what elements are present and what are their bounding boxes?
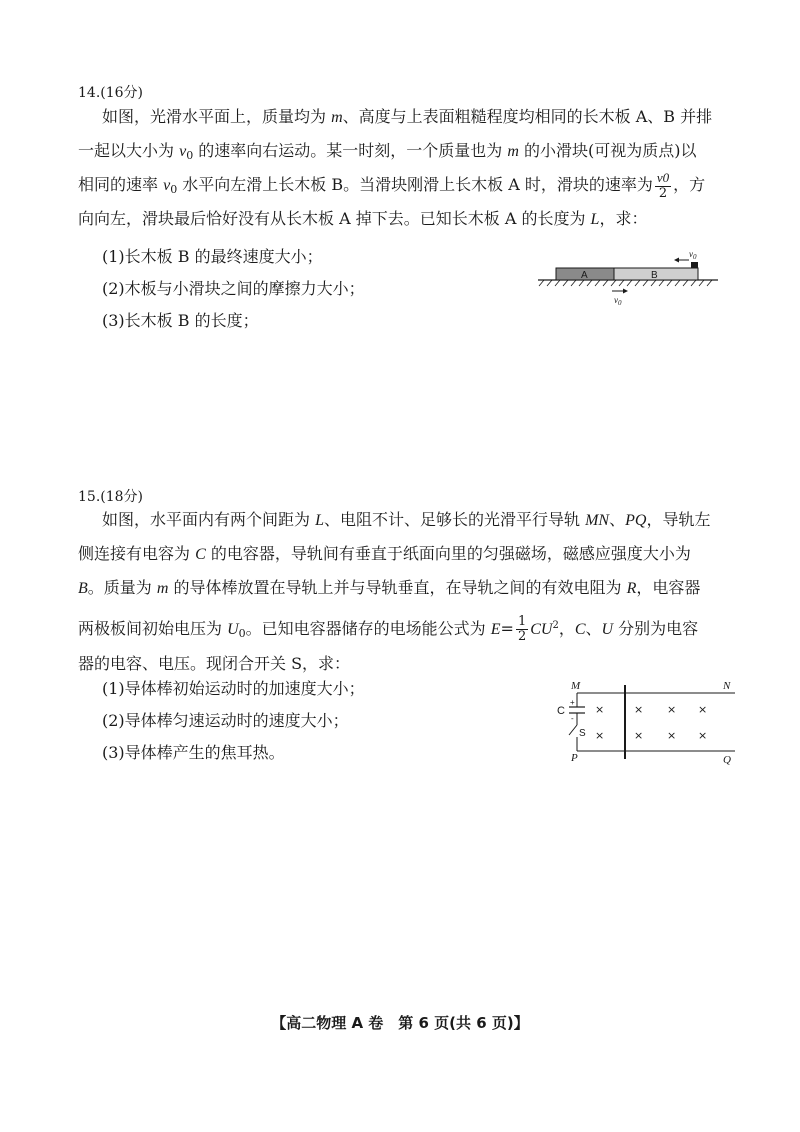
q15-line-4: 两极板间初始电压为 $U_0$。已知电容器储存的电场能公式为 E= $\frac{1}{2}$ $CU^2$，C、U 分别为电容 <box>78 614 699 644</box>
page-footer: 【高二物理 A 卷 第 6 页(共 6 页)】 <box>271 1014 529 1032</box>
svg-text:×: × <box>667 729 677 742</box>
q14-sub-1: (1)长木板 B 的最终速度大小； <box>102 247 323 266</box>
question-15-stem <box>78 503 738 681</box>
boards-velocity-label: $v_0$ <box>614 295 622 307</box>
capacitor-label: C <box>557 705 565 717</box>
question-14-stem <box>78 100 738 236</box>
board-a-label: A <box>581 270 588 281</box>
label-p: P <box>571 752 578 764</box>
q14-figure-boards <box>538 250 718 310</box>
svg-text:×: × <box>667 703 677 716</box>
q15-line-5: 器的电容、电压。现闭合开关 S，求： <box>78 654 351 673</box>
svg-text:×: × <box>595 703 605 716</box>
q14-sub-3: (3)长木板 B 的长度； <box>102 311 259 330</box>
q15-line-2: 侧连接有电容为 C 的电容器，导轨间有垂直于纸面向里的匀强磁场，磁感应强度大小为 <box>78 544 691 563</box>
slider-velocity-arrowhead <box>674 258 679 263</box>
boards-velocity-arrowhead <box>623 289 628 294</box>
label-n: N <box>723 680 731 692</box>
slider-velocity-label: $v_0$ <box>689 250 697 261</box>
label-q: Q <box>723 754 731 766</box>
svg-text:×: × <box>698 729 708 742</box>
q15-line-1: 如图，水平面内有两个间距为 L、电阻不计、足够长的光滑平行导轨 MN、PQ，导轨左 <box>102 510 711 529</box>
switch-s <box>569 725 577 735</box>
capacitor-plus: + <box>570 698 575 707</box>
q15-sub-2: (2)导体棒匀速运动时的速度大小； <box>102 711 349 730</box>
slider-block <box>691 262 698 268</box>
q14-line-3: 相同的速率 $v_0$ 水平向左滑上长木板 B。当滑块刚滑上长木板 A 时，滑块的速率为 $\frac{v0}{2}$ ，方 <box>78 169 706 201</box>
q14-sub-2: (2)木板与小滑块之间的摩擦力大小； <box>102 279 365 298</box>
svg-text:×: × <box>698 703 708 716</box>
fraction-v0-over-2: $\frac{v0}{2}$ <box>656 169 670 201</box>
q15-sub-3: (3)导体棒产生的焦耳热。 <box>102 743 285 762</box>
magnetic-field-crosses <box>595 703 707 742</box>
question-14-number: 14.(16分) <box>78 85 144 101</box>
q14-line-4: 向向左，滑块最后恰好没有从长木板 A 掉下去。已知长木板 A 的长度为 L，求： <box>78 209 648 228</box>
svg-text:×: × <box>634 729 644 742</box>
switch-label: S <box>579 728 586 739</box>
capacitor-minus: - <box>571 714 574 723</box>
q14-line-1: 如图，光滑水平面上，质量均为 m、高度与上表面粗糙程度均相同的长木板 A、B 并排 <box>102 107 713 126</box>
q15-sub-1: (1)导体棒初始运动时的加速度大小； <box>102 679 365 698</box>
fraction-one-half: $\frac{1}{2}$ <box>517 614 527 644</box>
svg-text:×: × <box>634 703 644 716</box>
question-15-number: 15.(18分) <box>78 489 144 505</box>
q14-line-2: 一起以大小为 $v_0$ 的速率向右运动。某一时刻，一个质量也为 m 的小滑块(可视为质点)以 <box>78 141 697 162</box>
q15-line-3: B。质量为 m 的导体棒放置在导轨上并与导轨垂直，在导轨之间的有效电阻为 R，电容器 <box>78 578 701 597</box>
board-b-label: B <box>651 270 658 281</box>
svg-text:×: × <box>595 729 605 742</box>
q15-figure-rails <box>555 675 745 770</box>
label-m: M <box>571 680 581 692</box>
ground-hatching <box>539 280 712 286</box>
